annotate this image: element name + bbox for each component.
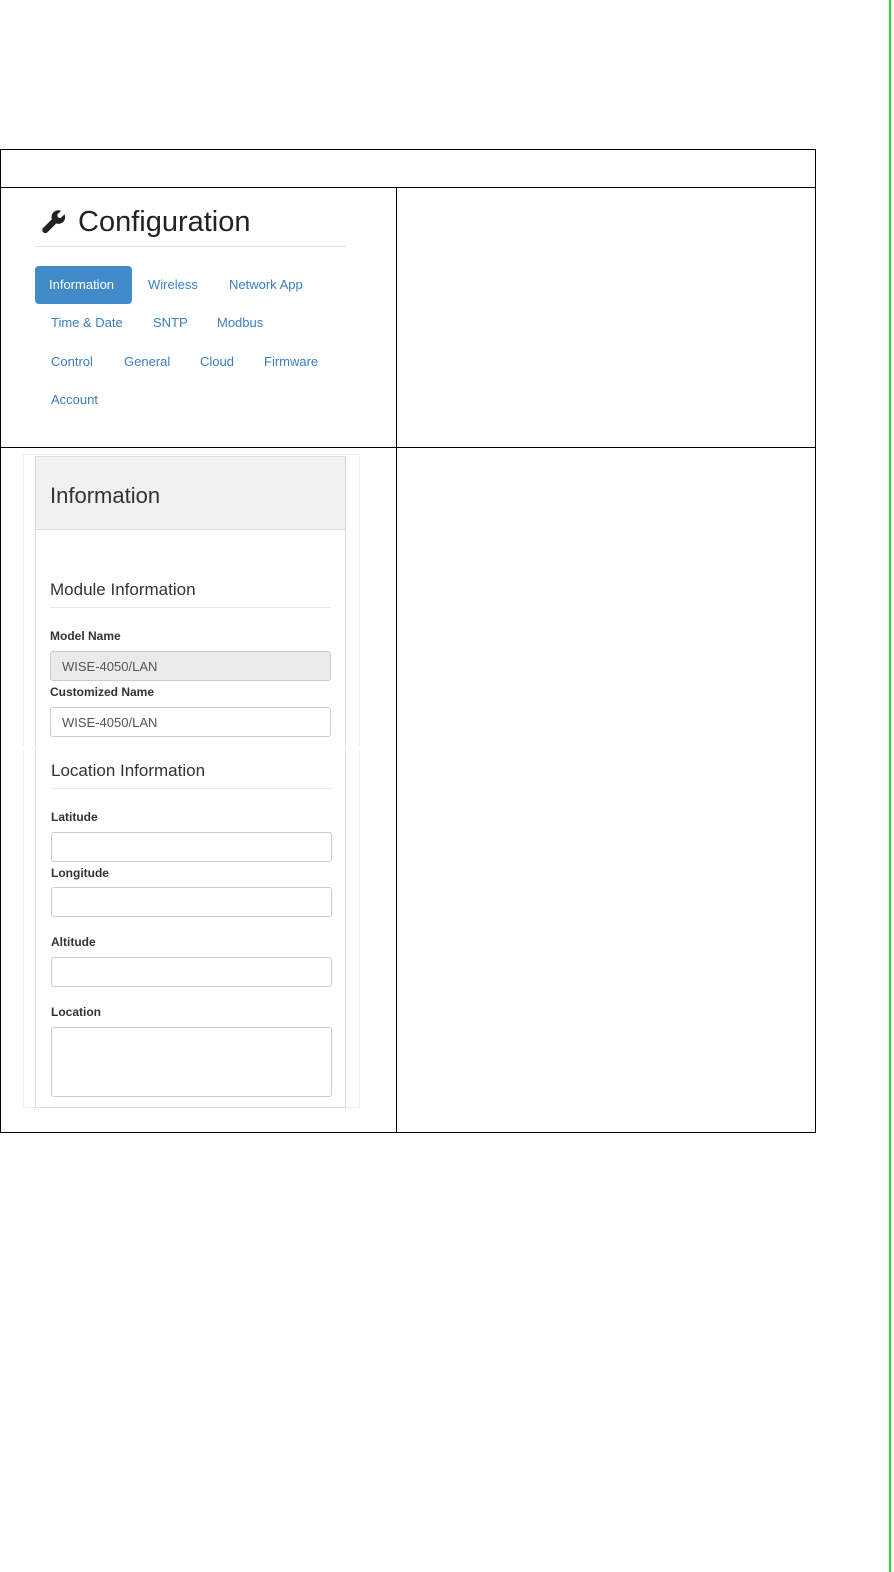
table-header-row bbox=[1, 150, 815, 188]
longitude-label: Longitude bbox=[51, 866, 109, 880]
page-edge-marker bbox=[889, 0, 891, 1572]
configuration-heading bbox=[40, 206, 251, 238]
table-column-divider bbox=[396, 188, 397, 1132]
tab-modbus[interactable]: Modbus bbox=[217, 315, 264, 330]
tab-cloud[interactable]: Cloud bbox=[200, 354, 234, 369]
location-information-title: Location Information bbox=[51, 761, 206, 780]
information-panel-header bbox=[36, 457, 345, 530]
tab-firmware[interactable]: Firmware bbox=[264, 354, 319, 369]
latitude-field[interactable] bbox=[51, 832, 332, 862]
tab-information[interactable]: Information bbox=[35, 266, 132, 304]
information-panel-title: Information bbox=[50, 483, 161, 508]
customized-name-field[interactable] bbox=[50, 707, 331, 737]
latitude-label: Latitude bbox=[51, 810, 98, 824]
screenshot-seam bbox=[23, 747, 360, 751]
module-information-divider bbox=[50, 607, 331, 608]
module-information-title: Module Information bbox=[50, 580, 196, 599]
location-textarea[interactable] bbox=[51, 1027, 332, 1097]
tab-account[interactable]: Account bbox=[51, 392, 98, 407]
tab-time-date[interactable]: Time & Date bbox=[51, 315, 123, 330]
longitude-field[interactable] bbox=[51, 887, 332, 917]
configuration-title: Configuration bbox=[78, 205, 251, 238]
altitude-label: Altitude bbox=[51, 935, 96, 949]
model-name-label: Model Name bbox=[50, 629, 121, 643]
wrench-icon bbox=[40, 208, 68, 236]
tab-wireless[interactable]: Wireless bbox=[148, 277, 198, 292]
location-label: Location bbox=[51, 1005, 101, 1019]
location-information-divider bbox=[51, 788, 332, 789]
tab-sntp[interactable]: SNTP bbox=[153, 315, 188, 330]
tab-network-app[interactable]: Network App bbox=[229, 277, 303, 292]
model-name-field[interactable] bbox=[50, 651, 331, 681]
configuration-divider bbox=[35, 246, 347, 247]
customized-name-label: Customized Name bbox=[50, 685, 155, 699]
tab-general[interactable]: General bbox=[124, 354, 171, 369]
table-row-divider bbox=[1, 447, 815, 448]
altitude-field[interactable] bbox=[51, 957, 332, 987]
tab-control[interactable]: Control bbox=[51, 354, 93, 369]
